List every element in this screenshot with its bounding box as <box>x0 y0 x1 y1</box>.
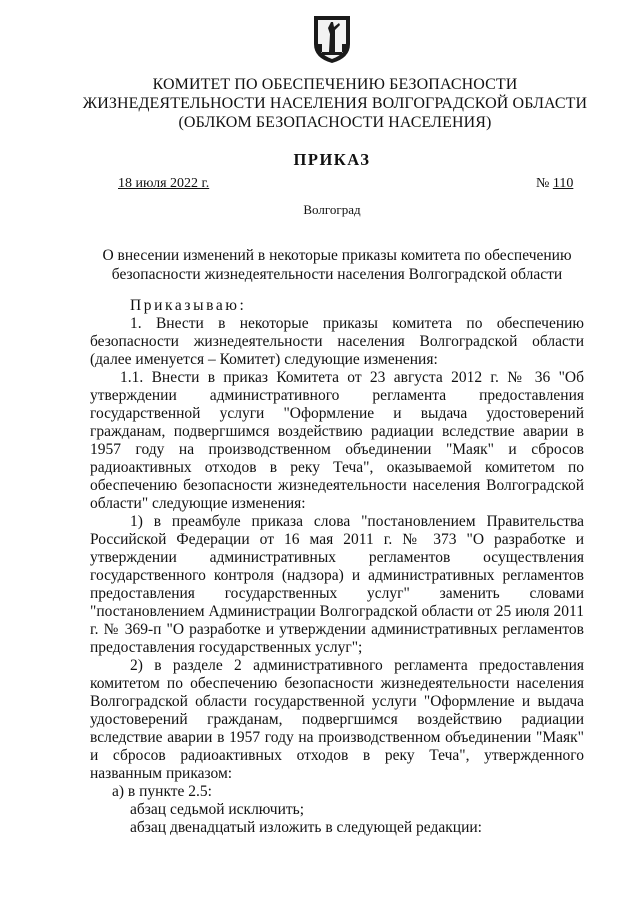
order-title: ПРИКАЗ <box>293 150 371 169</box>
item-a-line-1: абзац седьмой исключить; <box>130 801 305 818</box>
order-date: 18 июля 2022 г. <box>118 176 210 191</box>
committee-header <box>60 75 610 132</box>
header-line-2: ЖИЗНЕДЕЯТЕЛЬНОСТИ НАСЕЛЕНИЯ ВОЛГОГРАДСКОЙ ОБЛАСТИ <box>82 95 588 112</box>
item-a-line-2: абзац двенадцатый изложить в следующей редакции: <box>130 819 482 836</box>
order-number-value: 110 <box>552 176 574 191</box>
orders-word: Приказываю: <box>130 297 247 314</box>
order-number-prefix: № <box>536 176 553 191</box>
header-line-3: (ОБЛКОМ БЕЗОПАСНОСТИ НАСЕЛЕНИЯ) <box>178 114 492 131</box>
order-body <box>90 297 584 837</box>
order-city: Волгоград <box>303 202 361 217</box>
coat-of-arms-emblem <box>312 14 352 64</box>
subparagraph-1: 1) в преамбуле приказа слова "постановлением Правительства Российской Федерации от 16 мая 2011 г. № 373 "О разработке и утверждении административных регламентов осуществления государственного контроля (надзора) и административных регламентов предоставления государственных услуг" заменить словами "постановлением Администрации Волгоградской области от 25 июля 2011 г. № 369-п "О разработке и утверждении административных регламентов предоставления государственных услуг"; <box>90 513 584 656</box>
item-a: а) в пункте 2.5: <box>112 783 212 800</box>
subparagraph-2: 2) в разделе 2 административного регламента предоставления комитетом по обеспечению безопасности жизнедеятельности населения Волгоградской области государственной услуги "Оформление и выдача удостоверений гражданам, подвергшимся воздействию радиации вследствие аварии в 1957 году на производственном объединении "Маяк" и сбросов радиоактивных отходов в реку Теча", утвержденного названным приказом: <box>90 657 584 782</box>
order-subject: О внесении изменений в некоторые приказы комитета по обеспечению безопасности жизнедеятельности населения Волгоградской области <box>102 247 572 283</box>
order-number <box>536 176 573 192</box>
paragraph-1: 1. Внести в некоторые приказы комитета по обеспечению безопасности жизнедеятельности населения Волгоградской области (далее именуется – Комитет) следующие изменения: <box>90 315 584 368</box>
header-line-1: КОМИТЕТ ПО ОБЕСПЕЧЕНИЮ БЕЗОПАСНОСТИ <box>152 76 518 93</box>
paragraph-1-1: 1.1. Внести в приказ Комитета от 23 августа 2012 г. № 36 "Об утверждении административного регламента предоставления государственной услуги "Оформление и выдача удостоверений гражданам, подвергшимся воздействию радиации вследствие аварии в 1957 году на производственном объединении "Маяк" и сбросов радиоактивных отходов в реку Теча", оказываемой комитетом по обеспечению безопасности жизнедеятельности населения Волгоградской области" следующие изменения: <box>90 369 584 512</box>
